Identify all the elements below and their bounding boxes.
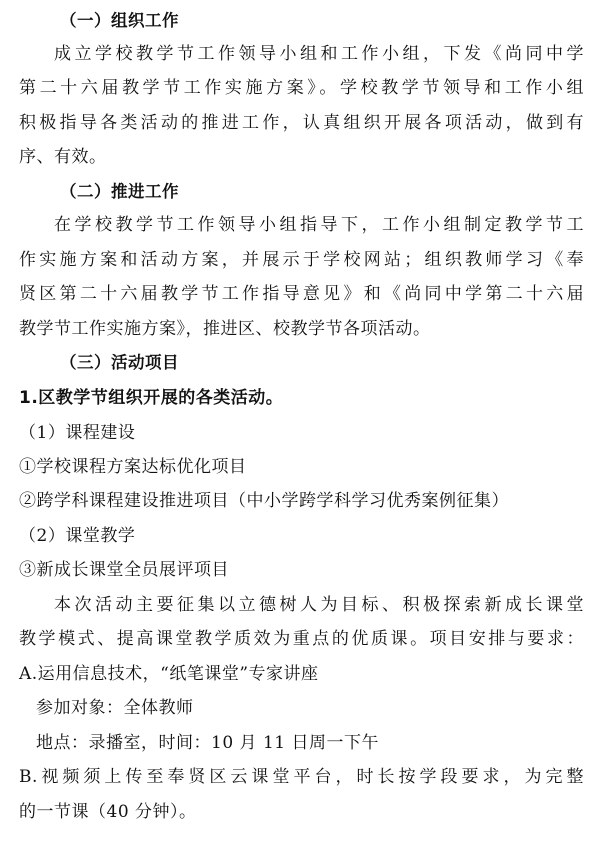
paragraph-line: 第二十六届教学节工作实施方案》。学校教学节领导和工作小组 bbox=[19, 78, 584, 98]
paragraph-line: 序、有效。 bbox=[19, 147, 107, 167]
paragraph-line: 积极指导各类活动的推进工作，认真组织开展各项活动，做到有 bbox=[19, 113, 584, 133]
list-item: ②跨学科课程建设推进项目（中小学跨学科学习优秀案例征集） bbox=[19, 491, 509, 511]
participants-line: 参加对象：全体教师 bbox=[36, 698, 194, 718]
paragraph-line: 在学校教学节工作领导小组指导下，工作小组制定教学节工 bbox=[54, 215, 584, 235]
paragraph-line: 作实施方案和活动方案，并展示于学校网站；组织教师学习《奉 bbox=[19, 250, 584, 270]
list-item: （2）课堂教学 bbox=[19, 526, 136, 546]
list-item: ③新成长课堂全员展评项目 bbox=[19, 560, 229, 580]
paragraph-line: 教学节工作实施方案》，推进区、校教学节各项活动。 bbox=[19, 319, 431, 339]
section-heading-activities: （三）活动项目 bbox=[60, 353, 179, 372]
item-a-line: A.运用信息技术，“纸笔课堂”专家讲座 bbox=[19, 664, 319, 684]
paragraph-line: 贤区第二十六届教学节工作指导意见》和《尚同中学第二十六届 bbox=[19, 284, 584, 304]
location-line: 地点：录播室，时间：10 月 11 日周一下午 bbox=[36, 733, 379, 753]
list-item: （1）课程建设 bbox=[19, 423, 136, 443]
list-item: ①学校课程方案达标优化项目 bbox=[19, 457, 247, 477]
subsection-heading: 1.区教学节组织开展的各类活动。 bbox=[19, 388, 284, 408]
item-b-line: B.视频须上传至奉贤区云课堂平台，时长按学段要求，为完整 bbox=[19, 767, 584, 787]
section-heading-organization: （一）组织工作 bbox=[60, 11, 179, 30]
item-b-line: 的一节课（40 分钟）。 bbox=[19, 802, 197, 822]
paragraph-line: 本次活动主要征集以立德树人为目标、积极探索新成长课堂 bbox=[54, 595, 584, 615]
section-heading-progress: （二）推进工作 bbox=[60, 182, 179, 201]
paragraph-line: 成立学校教学节工作领导小组和工作小组，下发《尚同中学 bbox=[54, 44, 584, 64]
paragraph-line: 教学模式、提高课堂教学质效为重点的优质课。项目安排与要求： bbox=[19, 629, 584, 649]
